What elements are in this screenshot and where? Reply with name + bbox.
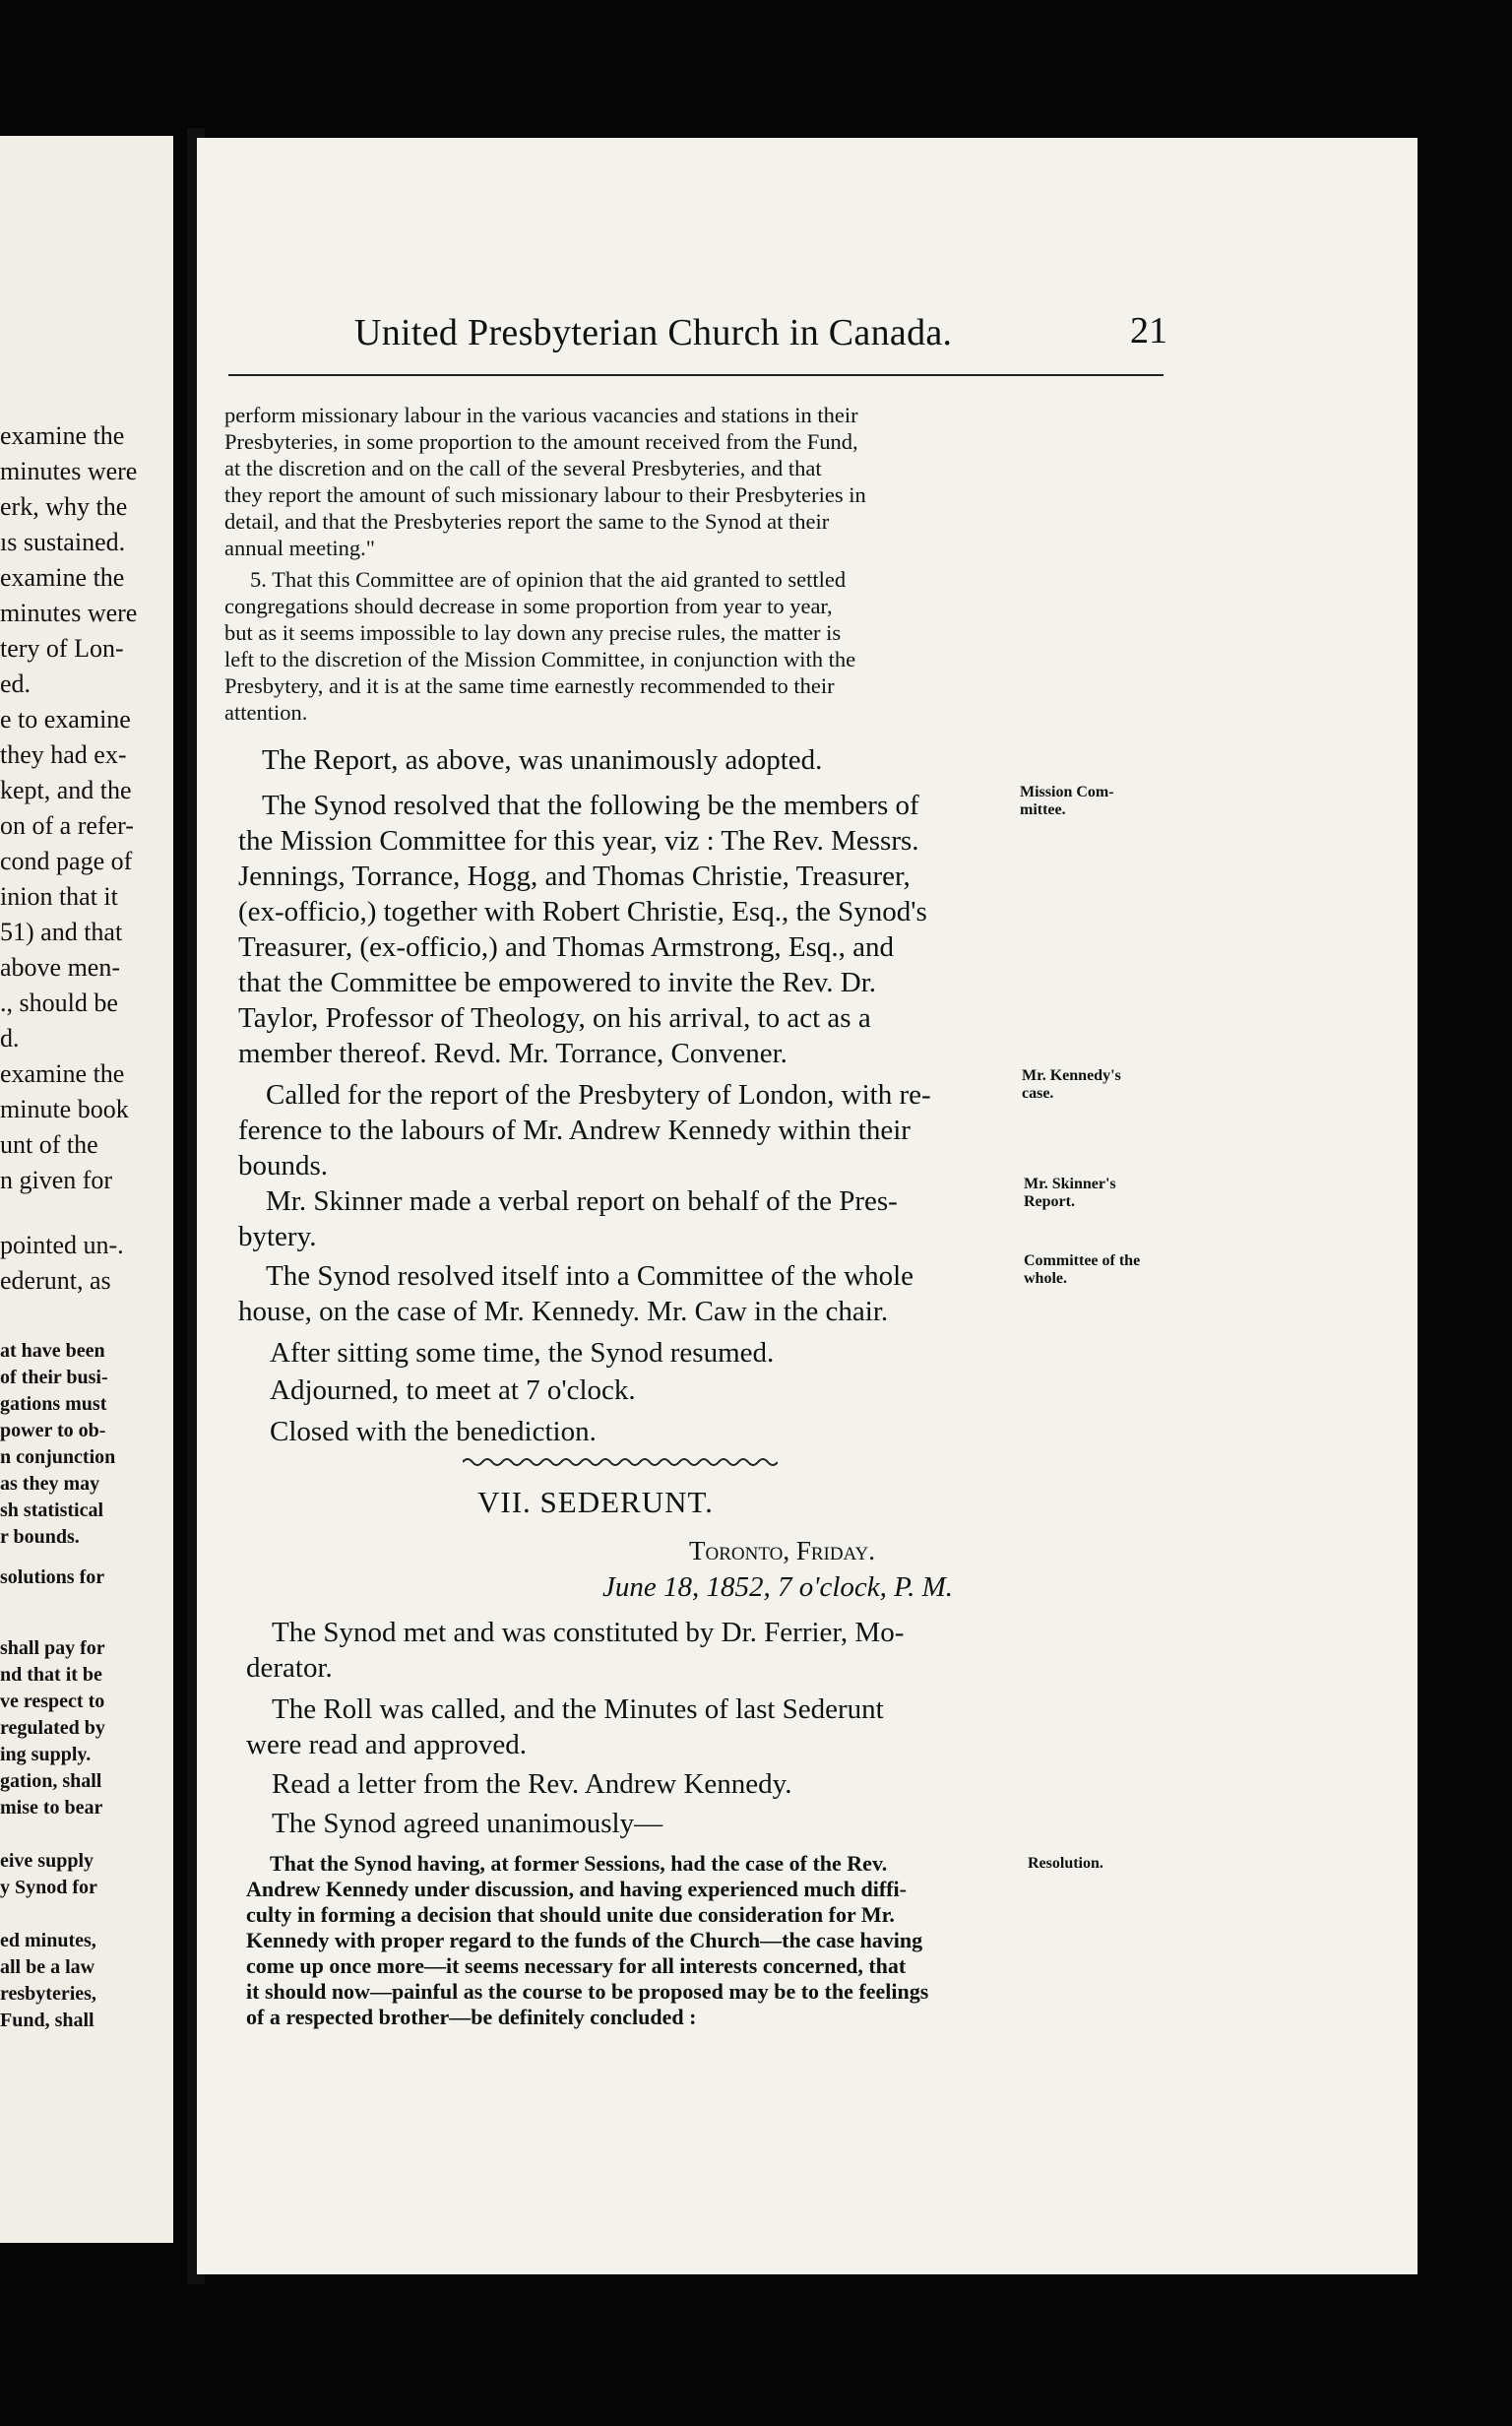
left-line: ed minutes, — [0, 1930, 96, 1951]
left-line: ve respect to — [0, 1691, 105, 1712]
left-line: Fund, shall — [0, 2010, 94, 2031]
left-line: ederunt, as — [0, 1266, 111, 1295]
body-line: (ex-officio,) together with Robert Christie, Esq., the Synod's — [238, 896, 927, 927]
margin-note-mission-committee: Mission Com- mittee. — [1020, 784, 1114, 818]
sederunt-date: June 18, 1852, 7 o'clock, P. M. — [602, 1571, 954, 1603]
body-line: house, on the case of Mr. Kennedy. Mr. Caw in the chair. — [238, 1296, 889, 1327]
left-line: n conjunction — [0, 1446, 116, 1468]
quote-line: attention. — [224, 700, 308, 725]
left-line: minutes were — [0, 457, 138, 485]
left-line: n given for — [0, 1166, 113, 1194]
body-line: member thereof. Revd. Mr. Torrance, Convener. — [238, 1038, 788, 1069]
left-line: ed. — [0, 670, 32, 698]
left-line: shall pay for — [0, 1637, 105, 1659]
left-line: inion that it — [0, 882, 118, 911]
quote-line: Presbytery, and it is at the same time earnestly recommended to their — [224, 673, 835, 698]
body-line: Read a letter from the Rev. Andrew Kennedy. — [272, 1768, 792, 1800]
left-line: gations must — [0, 1393, 107, 1415]
left-page-fragment — [0, 136, 173, 2243]
left-line: ıs sustained. — [0, 528, 126, 556]
body-line: Closed with the benediction. — [270, 1416, 597, 1447]
body-line: bounds. — [238, 1150, 329, 1181]
left-line: tery of Lon- — [0, 634, 124, 663]
margin-note-kennedy-case: Mr. Kennedy's case. — [1022, 1067, 1121, 1102]
left-line: solutions for — [0, 1566, 105, 1588]
header-rule — [228, 374, 1164, 376]
left-line: they had ex- — [0, 740, 127, 769]
sederunt-place: Toronto, Friday. — [689, 1536, 875, 1565]
left-line: d. — [0, 1024, 20, 1053]
left-line: kept, and the — [0, 776, 132, 804]
wavy-divider — [463, 1455, 778, 1469]
resolution-line: come up once more—it seems necessary for all interests concerned, that — [246, 1953, 907, 1978]
quote-line: perform missionary labour in the various vacancies and stations in their — [224, 403, 858, 427]
left-line: e to examine — [0, 705, 131, 734]
left-line: sh statistical — [0, 1500, 103, 1521]
body-line: derator. — [246, 1652, 333, 1684]
left-line: minute book — [0, 1095, 129, 1123]
left-line: y Synod for — [0, 1877, 97, 1898]
left-line: eive supply — [0, 1850, 94, 1872]
margin-note-committee-whole: Committee of the whole. — [1024, 1252, 1141, 1287]
left-line: mise to bear — [0, 1797, 103, 1819]
margin-note-resolution: Resolution. — [1028, 1855, 1103, 1872]
body-line: After sitting some time, the Synod resumed. — [270, 1337, 775, 1369]
left-line: unt of the — [0, 1130, 98, 1159]
left-line: erk, why the — [0, 492, 128, 521]
body-line: Adjourned, to meet at 7 o'clock. — [270, 1374, 636, 1406]
page-number: 21 — [1130, 310, 1167, 351]
body-line: The Roll was called, and the Minutes of last Sederunt — [272, 1693, 884, 1725]
quote-line: Presbyteries, in some proportion to the amount received from the Fund, — [224, 429, 858, 454]
sederunt-title: VII. SEDERUNT. — [477, 1485, 714, 1519]
left-line: r bounds. — [0, 1526, 80, 1548]
left-line: 51) and that — [0, 918, 123, 946]
body-line: The Synod resolved that the following be the members of — [262, 790, 919, 821]
quote-line: left to the discretion of the Mission Committee, in conjunction with the — [224, 647, 856, 671]
body-line: Taylor, Professor of Theology, on his arrival, to act as a — [238, 1002, 871, 1034]
body-line: Called for the report of the Presbytery of London, with re- — [266, 1079, 931, 1111]
body-line: The Synod resolved itself into a Committee of the whole — [266, 1260, 914, 1292]
left-line: examine the — [0, 563, 125, 592]
body-line: ference to the labours of Mr. Andrew Kennedy within their — [238, 1115, 911, 1146]
left-line: regulated by — [0, 1717, 105, 1739]
left-line: examine the — [0, 1059, 125, 1088]
left-line: examine the — [0, 421, 125, 450]
left-line: of their busi- — [0, 1367, 108, 1388]
quote-line: they report the amount of such missionary labour to their Presbyteries in — [224, 482, 866, 507]
resolution-line: of a respected brother—be definitely concluded : — [246, 2005, 697, 2029]
body-line: Mr. Skinner made a verbal report on behalf of the Pres- — [266, 1185, 898, 1217]
resolution-line: it should now—painful as the course to be proposed may be to the feelings — [246, 1979, 929, 2004]
quote-line: at the discretion and on the call of the several Presbyteries, and that — [224, 456, 822, 480]
left-line: all be a law — [0, 1956, 95, 1978]
left-line: pointed un-. — [0, 1231, 124, 1259]
left-line: ., should be — [0, 989, 118, 1017]
margin-note-skinner-report: Mr. Skinner's Report. — [1024, 1176, 1116, 1210]
body-line: bytery. — [238, 1221, 317, 1252]
left-line: on of a refer- — [0, 811, 134, 840]
left-line: resbyteries, — [0, 1983, 96, 2005]
quote-line: but as it seems impossible to lay down any precise rules, the matter is — [224, 620, 842, 645]
left-line: at have been — [0, 1340, 105, 1362]
quote-line: detail, and that the Presbyteries report the same to the Synod at their — [224, 509, 830, 534]
left-line: nd that it be — [0, 1664, 102, 1686]
body-line: The Report, as above, was unanimously adopted. — [262, 744, 823, 776]
left-line: cond page of — [0, 847, 133, 875]
left-line: above men- — [0, 953, 121, 982]
quote-line: congregations should decrease in some proportion from year to year, — [224, 594, 833, 618]
body-line: The Synod met and was constituted by Dr. Ferrier, Mo- — [272, 1617, 905, 1648]
quote-line: annual meeting." — [224, 536, 375, 560]
resolution-line: culty in forming a decision that should unite due consideration for Mr. — [246, 1902, 895, 1927]
left-line: minutes were — [0, 599, 138, 627]
running-header: United Presbyterian Church in Canada. — [354, 312, 953, 353]
left-line: gation, shall — [0, 1770, 102, 1792]
left-line: as they may — [0, 1473, 100, 1495]
resolution-line: Kennedy with proper regard to the funds of the Church—the case having — [246, 1928, 923, 1952]
resolution-line: That the Synod having, at former Sessions, had the case of the Rev. — [270, 1851, 888, 1876]
body-line: the Mission Committee for this year, viz : The Rev. Messrs. — [238, 825, 919, 857]
body-line: Jennings, Torrance, Hogg, and Thomas Christie, Treasurer, — [238, 861, 911, 892]
body-line: Treasurer, (ex-officio,) and Thomas Armstrong, Esq., and — [238, 931, 894, 963]
body-line: were read and approved. — [246, 1729, 528, 1760]
body-line: The Synod agreed unanimously— — [272, 1808, 663, 1839]
quote-line: 5. That this Committee are of opinion that the aid granted to settled — [250, 567, 847, 592]
left-line: ing supply. — [0, 1744, 92, 1765]
left-line: power to ob- — [0, 1420, 106, 1441]
body-line: that the Committee be empowered to invite the Rev. Dr. — [238, 967, 877, 998]
resolution-line: Andrew Kennedy under discussion, and having experienced much diffi- — [246, 1877, 907, 1901]
